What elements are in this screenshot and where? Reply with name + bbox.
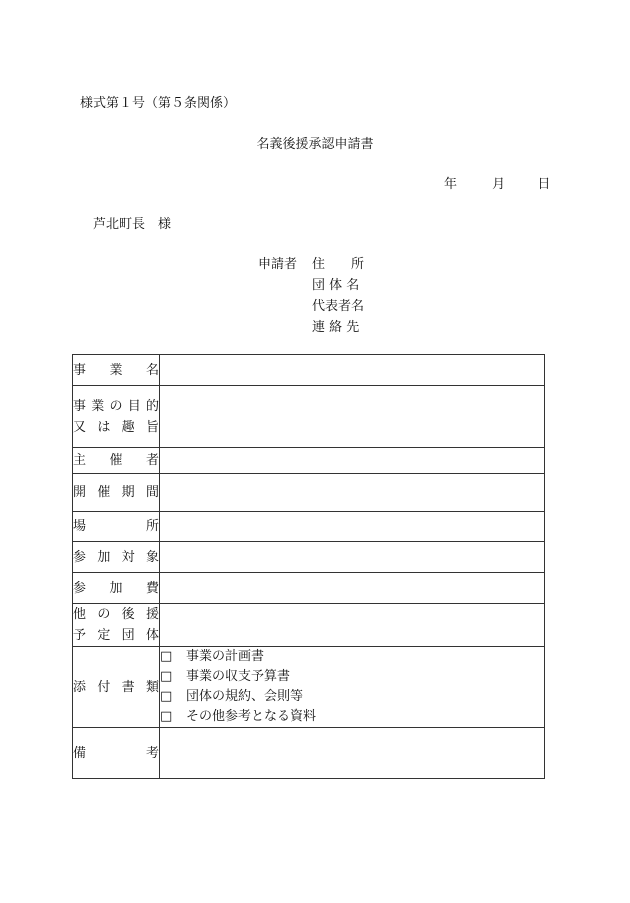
label-char: 業 bbox=[91, 398, 105, 414]
row-label-line bbox=[73, 360, 159, 381]
label-char: 類 bbox=[145, 679, 159, 695]
table-row bbox=[73, 542, 545, 573]
row-label bbox=[73, 448, 160, 474]
label-char: 目 bbox=[127, 398, 141, 414]
label-char: 付 bbox=[97, 679, 111, 695]
label-char: 趣 bbox=[121, 419, 135, 435]
recipient: 芦北町長 様 bbox=[93, 217, 172, 232]
row-label bbox=[73, 728, 160, 779]
venue-field[interactable] bbox=[160, 512, 545, 542]
label-char: 開 bbox=[73, 485, 87, 500]
label-char: 的 bbox=[145, 398, 159, 414]
label-char: 事 bbox=[73, 362, 87, 378]
attachment-checklist bbox=[160, 647, 545, 728]
label-char: 主 bbox=[73, 453, 87, 468]
organizer-field[interactable] bbox=[160, 448, 545, 474]
checklist-item-label: 事業の計画書 bbox=[186, 649, 265, 664]
label-char: 書 bbox=[121, 679, 135, 695]
label-char: 所 bbox=[145, 519, 159, 534]
table-row bbox=[73, 512, 545, 542]
row-label-line bbox=[73, 743, 159, 764]
applicant-label: 申請者 bbox=[258, 257, 298, 272]
event-name-field[interactable] bbox=[160, 355, 545, 386]
other-sponsors-field[interactable] bbox=[160, 604, 545, 647]
label-char: 他 bbox=[73, 607, 87, 622]
label-char: 備 bbox=[73, 745, 87, 761]
label-char: 体 bbox=[145, 628, 159, 643]
purpose-field[interactable] bbox=[160, 386, 545, 448]
row-label-line bbox=[73, 547, 159, 568]
table-row bbox=[73, 448, 545, 474]
row-label-line bbox=[73, 417, 159, 438]
row-label-line bbox=[73, 677, 159, 698]
applicant-address-label: 住 所 bbox=[312, 257, 365, 272]
table-row bbox=[73, 604, 545, 647]
row-label bbox=[73, 604, 160, 647]
label-char: 参 bbox=[73, 549, 87, 565]
row-label-line bbox=[73, 396, 159, 417]
label-char: 間 bbox=[145, 485, 159, 500]
table-row bbox=[73, 386, 545, 448]
checklist-item-label: 事業の収支予算書 bbox=[186, 669, 291, 684]
table-row bbox=[73, 474, 545, 512]
label-char: は bbox=[97, 419, 111, 435]
row-label bbox=[73, 647, 160, 728]
date-day-label: 日 bbox=[537, 177, 551, 192]
date-year-label: 年 bbox=[444, 177, 458, 192]
row-label-line bbox=[73, 516, 159, 537]
label-char: 旨 bbox=[145, 419, 159, 435]
applicant-organization-label: 団 体 名 bbox=[312, 278, 360, 293]
row-label bbox=[73, 355, 160, 386]
fee-field[interactable] bbox=[160, 573, 545, 604]
table-row bbox=[73, 355, 545, 386]
date-month-label: 月 bbox=[492, 177, 506, 192]
row-label-line bbox=[73, 450, 159, 471]
label-char: 参 bbox=[73, 580, 87, 596]
label-char: の bbox=[109, 398, 123, 414]
label-char: 定 bbox=[97, 628, 111, 643]
row-label-line bbox=[73, 604, 159, 625]
row-label-line bbox=[73, 578, 159, 599]
label-char: の bbox=[97, 607, 111, 622]
label-char: 後 bbox=[121, 607, 135, 622]
label-char: 催 bbox=[97, 485, 111, 500]
row-label bbox=[73, 512, 160, 542]
label-char: 対 bbox=[121, 549, 135, 565]
checklist-item-label: その他参考となる資料 bbox=[186, 709, 317, 724]
period-field[interactable] bbox=[160, 474, 545, 512]
participants-field[interactable] bbox=[160, 542, 545, 573]
checkbox[interactable]: □ bbox=[160, 709, 173, 724]
label-char: 予 bbox=[73, 628, 87, 643]
checklist-item[interactable] bbox=[160, 647, 544, 667]
row-label bbox=[73, 542, 160, 573]
applicant-representative-label: 代表者名 bbox=[312, 299, 365, 314]
label-char: 費 bbox=[145, 580, 159, 596]
label-char: 加 bbox=[97, 549, 111, 565]
applicant-contact-label: 連 絡 先 bbox=[312, 320, 360, 335]
checklist-item-label: 団体の規約、会則等 bbox=[186, 689, 304, 704]
row-label-line bbox=[73, 625, 159, 646]
remarks-field[interactable] bbox=[160, 728, 545, 779]
checkbox[interactable]: □ bbox=[160, 689, 173, 704]
table-row bbox=[73, 647, 545, 728]
checkbox[interactable]: □ bbox=[160, 649, 173, 664]
label-char: 名 bbox=[145, 362, 159, 378]
table-row bbox=[73, 573, 545, 604]
label-char: 援 bbox=[145, 607, 159, 622]
label-char: 期 bbox=[121, 485, 135, 500]
form-number: 様式第１号（第５条関係） bbox=[80, 96, 237, 111]
checkbox[interactable]: □ bbox=[160, 669, 173, 684]
label-char: 添 bbox=[73, 679, 87, 695]
table-row bbox=[73, 728, 545, 779]
label-char: 加 bbox=[109, 580, 123, 596]
label-char: 又 bbox=[73, 419, 87, 435]
checklist-item[interactable] bbox=[160, 707, 544, 727]
label-char: 業 bbox=[109, 362, 123, 378]
checklist-item[interactable] bbox=[160, 667, 544, 687]
label-char: 者 bbox=[145, 453, 159, 468]
label-char: 場 bbox=[73, 519, 87, 534]
label-char: 催 bbox=[109, 453, 123, 468]
row-label bbox=[73, 474, 160, 512]
label-char: 団 bbox=[121, 628, 135, 643]
row-label bbox=[73, 573, 160, 604]
application-table bbox=[72, 354, 545, 779]
label-char: 考 bbox=[145, 745, 159, 761]
date-line bbox=[444, 177, 550, 193]
document-title: 名義後援承認申請書 bbox=[256, 137, 374, 152]
checklist-item[interactable] bbox=[160, 687, 544, 707]
label-char: 事 bbox=[73, 398, 87, 414]
row-label-line bbox=[73, 482, 159, 503]
row-label bbox=[73, 386, 160, 448]
label-char: 象 bbox=[145, 549, 159, 565]
